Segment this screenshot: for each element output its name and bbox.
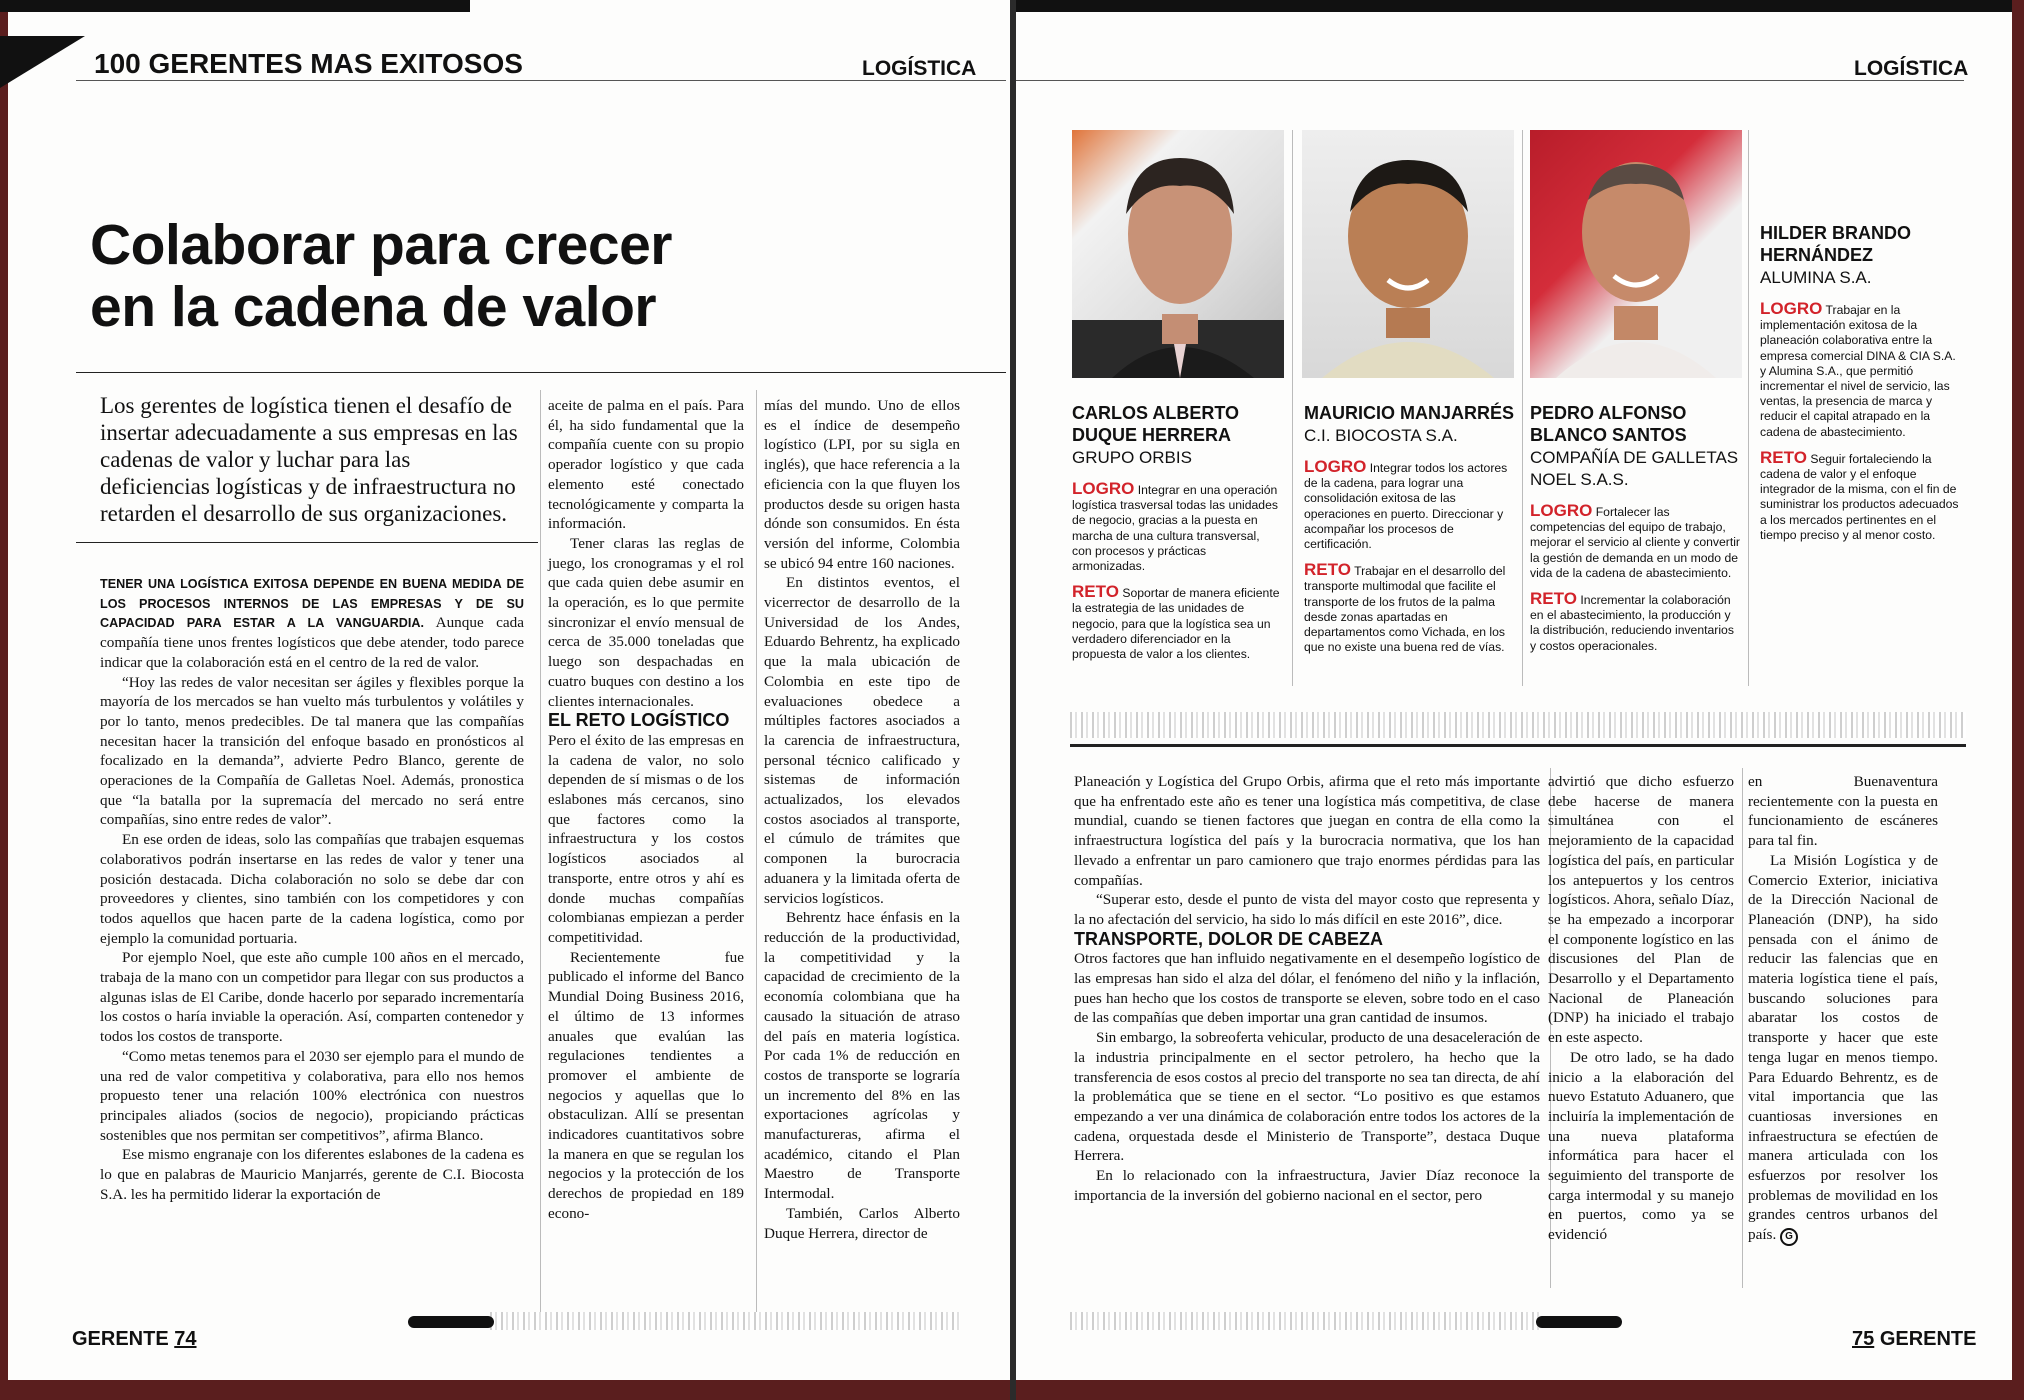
corner-tab <box>0 36 85 88</box>
folio-number: 75 <box>1852 1328 1875 1350</box>
deck-rule <box>76 542 538 543</box>
left-page <box>0 0 1010 1400</box>
paragraph: Sin embargo, la sobreoferta vehicular, producto de una desaceleración de la industria principalmente en el sector petrolero, ha hecho que la transferencia de esos costos al precio del transporte no sea tan directa, de ahí la problemática que se tiene en el sector. “Lo positivo es que estamos empezando a ver una dinámica de colaboración entre todos los actores de la cadena, orquestada desde el Ministerio de Transporte”, destaca Duque Herrera. <box>1074 1029 1541 1165</box>
reto-text: Incrementar la colaboración en el abastecimiento, la producción y la distribución, reduciendo inventarios y costos operacionales. <box>1530 593 1734 653</box>
lead-caps: TENER UNA LOGÍSTICA EXITOSA DEPENDE EN BUENA MEDIDA DE LOS PROCESOS INTERNOS DE LAS EMPRESAS Y DE SU CAPACIDAD PARA ESTAR A LA VANGUARDIA. <box>100 577 524 631</box>
headline-rule <box>76 372 1006 373</box>
paragraph: En ese orden de ideas, solo las compañías que trabajen esquemas colaborativos podrán insertarse en las redes de valor y tener una posición destacada. Dicha colaboración no solo se debe dar con proveedores y clientes, sino también con los competidores y con todos aquellos que hacen parte de la cadena logística, como por ejemplo la comunidad portuaria. <box>100 831 524 947</box>
headline-line-2: en la cadena de valor <box>90 275 657 339</box>
profile-reto <box>1760 447 1960 543</box>
profile-company: ALUMINA S.A. <box>1760 268 1872 287</box>
paragraph: En lo relacionado con la infraestructura, Javier Díaz reconoce la importancia de la inversión del gobierno nacional en el sector, pero <box>1074 1167 1540 1204</box>
profile-name: CARLOS ALBERTO DUQUE HERRERA <box>1072 403 1240 445</box>
lead-paragraph <box>100 574 524 673</box>
paragraph: También, Carlos Alberto Duque Herrera, director de <box>764 1204 960 1242</box>
lead-rest: Aunque cada compañía tiene unos frentes logísticos que debe atender, todo parece indicar que la colaboración está en el centro de la red de valor. <box>100 614 524 671</box>
paragraph: En distintos eventos, el vicerrector de desarrollo de la Universidad de los Andes, Eduardo Behrentz, ha explicado que la mala ubicación de Colombia en este tipo de evaluaciones obedece a múltiples factores asociados a la carencia de infraestructura, personal técnico calificado y sistemas de información actualizados, los elevados costos asociados al transporte, el cúmulo de trámites que componen la burocracia aduanera y la limitada oferta de servicios logísticos. <box>764 574 960 907</box>
profile-divider <box>1292 130 1293 686</box>
section-title: 100 GERENTES MAS EXITOSOS <box>94 48 523 79</box>
profile-logro <box>1304 459 1514 552</box>
left-column-3 <box>764 396 960 1243</box>
section-label: LOGÍSTICA <box>1854 57 1969 80</box>
profile-card <box>1530 402 1740 654</box>
page-edge-bottom <box>1016 1380 2024 1400</box>
headline <box>90 214 672 338</box>
column-divider <box>540 390 541 1320</box>
header-rule <box>76 80 1006 81</box>
profile-company: COMPAÑÍA DE GALLETAS NOEL S.A.S. <box>1530 448 1739 489</box>
portrait-pedro <box>1530 130 1742 378</box>
logro-label: LOGRO <box>1072 479 1135 498</box>
profile-reto <box>1304 562 1514 655</box>
logro-label: LOGRO <box>1760 299 1823 318</box>
footer-bar <box>1536 1316 1622 1328</box>
reto-label: RETO <box>1072 582 1119 602</box>
end-mark-icon: G <box>1780 1228 1798 1246</box>
column-divider <box>1742 768 1743 1288</box>
deck: Los gerentes de logística tienen el desafío de insertar adecuadamente a sus empresas en las cadenas de valor y luchar para las deficiencias logísticas y de infraestructura no retarden el desarrollo de sus organizaciones. <box>100 393 518 526</box>
paragraph: Tener claras las reglas de juego, los cronogramas y el rol que cada quien debe asumir en la operación, es lo que permite sincronizar el envío mensual de cerca de 35.000 toneladas que luego son despachadas en cuatro buques con destino a los clientes internacionales. <box>548 534 744 710</box>
portrait-carlos <box>1072 130 1284 378</box>
left-column-1 <box>100 574 524 1205</box>
profile-card <box>1072 402 1282 662</box>
paragraph: aceite de palma en el país. Para él, ha sido fundamental que la compañía cuente con su propio operador logístico y que cada elemento esté conectado tecnológicamente y comparta la información. <box>548 397 744 533</box>
folio-number: 74 <box>174 1328 197 1350</box>
profile-card <box>1304 402 1514 655</box>
paragraph: Por ejemplo Noel, que este año cumple 100 años en el mercado, trabaja de la mano con un competidor para llegar con sus productos a algunas islas de El Caribe, donde hacerlo por separado incrementaría los costos o haría inviable la operación. Así, comparten contenedor y todos los costos de transporte. <box>100 949 524 1046</box>
profile-card <box>1760 222 1960 543</box>
profile-logro <box>1072 481 1282 574</box>
folio <box>72 1328 197 1351</box>
logro-label: LOGRO <box>1530 501 1593 520</box>
paragraph: “Superar esto, desde el punto de vista del mayor costo que representa y la no afectación del servicio, ha sido lo más difícil en este 2016”, dice. <box>1074 891 1540 928</box>
paragraph: Pero el éxito de las empresas en la cadena de valor, no solo dependen de sí mismas o de los eslabones más cercanos, sino que factores como la infraestructura y los costos logísticos asociados al transporte, entre otros y ahí es donde muchas compañías colombianas empiezan a perder competitividad. <box>548 731 744 946</box>
footer-texture <box>490 1312 960 1330</box>
divider-texture <box>1070 712 1966 738</box>
reto-label: RETO <box>1304 560 1351 580</box>
reto-text: Soportar de manera eficiente la estrategia de las unidades de negocio, para que la logística sea un verdadero diferenciador en la propuesta de valor a los clientes. <box>1072 586 1280 662</box>
profile-logro <box>1760 301 1960 440</box>
profile-logro <box>1530 503 1740 581</box>
profile-company: GRUPO ORBIS <box>1072 448 1192 467</box>
profile-company: C.I. BIOCOSTA S.A. <box>1304 426 1458 445</box>
reto-text: Trabajar en el desarrollo del transporte multimodal que facilite el transporte de los frutos de la palma desde zonas apartadas en departamentos como Vichada, en los que no existe una buena red de vías. <box>1304 564 1506 655</box>
portrait-mauricio <box>1302 130 1514 378</box>
folio <box>1852 1328 1977 1351</box>
paragraph: “Como metas tenemos para el 2030 ser ejemplo para el mundo de una red de valor competitiva y colaborativa, para ello nos hemos propuesto tener una relación 100% electrónica con nuestros principales aliados (socios de negocio), propiciando prácticas sostenibles que nos permitan ser competitivos”, afirma Blanco. <box>100 1047 524 1144</box>
reto-label: RETO <box>1760 447 1807 467</box>
portrait-photo <box>1302 130 1514 378</box>
logro-text: Integrar en una operación logística trasversal todas las unidades de negocio, gracias a la puesta en marcha de una cultura transversal, con procesos y prácticas armonizadas. <box>1072 483 1278 574</box>
paragraph: en Buenaventura recientemente con la puesta en funcionamiento de escáneres para tal fin. <box>1748 773 1938 850</box>
folio-brand: GERENTE <box>1879 1328 1977 1350</box>
header-rule <box>1016 80 1964 81</box>
logro-text: Trabajar en la implementación exitosa de la planeación colaborativa entre la empresa comercial DINA & CIA S.A. y Alumina S.A., que permitió incrementar el nivel de servicio, las ventas, la presencia de marca y reducir el capital atrapado en la cadena de abastecimiento. <box>1760 303 1956 439</box>
profile-divider <box>1748 130 1749 686</box>
paragraph: Recientemente fue publicado el informe del Banco Mundial Doing Business 2016, el último de 13 informes anuales que evalúan las regulaciones tendientes a promover el ambiente de negocios y aquellas que lo obstaculizan. Allí se presentan indicadores cuantitativos sobre la manera en que se regulan los negocios y la protección de los derechos de propiedad en 189 econo- <box>548 948 744 1222</box>
reto-label: RETO <box>1530 589 1577 609</box>
paragraph <box>1748 851 1938 1246</box>
headline-line-1: Colaborar para crecer <box>90 213 672 277</box>
right-column-2 <box>1548 772 1734 1245</box>
right-page <box>1016 0 2024 1400</box>
paragraph: mías del mundo. Uno de ellos es el índice de desempeño logístico (LPI, por su sigla en inglés), que hace referencia a la eficiencia con la que fluyen los productos desde su origen hasta dónde son consumidos. En ésta versión del informe, Colombia se ubicó 94 entre 160 naciones. <box>764 397 960 572</box>
profile-reto <box>1530 591 1740 654</box>
paragraph: Ese mismo engranaje con los diferentes eslabones de la cadena es lo que en palabras de Mauricio Manjarrés, gerente de C.I. Biocosta S.A. les ha permitido liderar la exportación de <box>100 1146 524 1203</box>
right-column-1 <box>1074 772 1540 1205</box>
top-rule <box>0 0 470 12</box>
top-rule <box>1016 0 2014 12</box>
paragraph: Otros factores que han influido negativamente en el desempeño logístico de las empresas han sido el alza del dólar, el fenómeno del niño y la inflación, pues han hecho que los costos de transporte se eleven, sobre todo en el caso de las compañías que deben importar una gran cantidad de insumos. <box>1074 950 1540 1027</box>
folio-brand: GERENTE <box>72 1328 169 1350</box>
paragraph: Planeación y Logística del Grupo Orbis, afirma que el reto más importante que ha enfrentado este año es tener una logística más competitiva, de clase mundial, cuando se tienen factores que juegan en contra de ella como la infraestructura logística del país y la burocracia normativa, que los han llevado a enfrentar un paro camionero que trajo enormes pérdidas para las compañías. <box>1074 773 1540 889</box>
paragraph: De otro lado, se ha dado inicio a la elaboración del nuevo Estatuto Aduanero, que incluiría la implementación de una nueva plataforma informática para hacer el seguimiento del transporte de carga intermodal y su manejo en puertos, como ya se evidenció <box>1548 1048 1734 1244</box>
right-column-3 <box>1748 772 1938 1246</box>
left-column-2 <box>548 396 744 1224</box>
profiles-rule <box>1070 744 1966 747</box>
section-label: LOGÍSTICA <box>862 57 977 80</box>
paragraph-text: La Misión Logística y de Comercio Exterior, iniciativa de la Dirección Nacional de Planeación (DNP), ha sido pensada con el ánimo de reducir las falencias que en materia logística tiene el país, buscando soluciones para abaratar los costos de transporte y hacer que este tenga lugar en menos tiempo. Para Eduardo Behrentz, es de vital importancia que las cuantiosas inversiones en infraestructura se efectúen de manera articulada con los esfuerzos por resolver los problemas de movilidad en los grandes centros urbanos del país. <box>1748 851 1938 1244</box>
footer-texture <box>1070 1312 1540 1330</box>
logro-text: Integrar todos los actores de la cadena, para lograr una consolidación exitosa de las operaciones en puerto. Direccionar y acompañar los procesos de certificación. <box>1304 461 1508 552</box>
profile-name: MAURICIO MANJARRÉS <box>1304 403 1515 423</box>
page-edge-right <box>2012 0 2024 1400</box>
paragraph: Behrentz hace énfasis en la reducción de la productividad, la competitividad y la capacidad de crecimiento de la economía colombiana que ha causado la situación de atraso del país en materia logística. Por cada 1% de reducción en costos de transporte se lograría un incremento del 8% en las exportaciones agrícolas y manufactureras, afirma el académico, citando el Plan Maestro de Transporte Intermodal. <box>764 909 960 1203</box>
footer-bar <box>408 1316 494 1328</box>
logro-text: Fortalecer las competencias del equipo de trabajo, mejorar el servicio al cliente y convertir la gestión de demanda en un modo de vida de la cadena de abastecimiento. <box>1530 505 1740 580</box>
column-divider <box>756 390 757 1320</box>
paragraph: “Hoy las redes de valor necesitan ser ágiles y flexibles porque la mayoría de los mercados se han vuelto más turbulentos y volátiles y por lo tanto, menos predecibles. De tal manera que las compañías necesitan hacer la transición del enfoque basado en pronósticos al focalizado en la demanda”, advierte Pedro Blanco, gerente de operaciones de la Compañía de Galletas Noel. Además, pronostica que “la batalla por la supremacía del mercado no será entre compañías, sino entre redes de valor”. <box>100 673 524 829</box>
page-edge-bottom <box>0 1380 1010 1400</box>
subhead: EL RETO LOGÍSTICO <box>548 710 730 731</box>
logro-label: LOGRO <box>1304 457 1367 476</box>
subhead: TRANSPORTE, DOLOR DE CABEZA <box>1074 928 1384 949</box>
reto-text: Seguir fortaleciendo la cadena de valor y el enfoque integrador de la misma, con el fin de suministrar los productos adecuados a los mercados pertinentes en el tiempo preciso y al menor costo. <box>1760 451 1959 542</box>
paragraph: advirtió que dicho esfuerzo debe hacerse de manera simultánea con el mejoramiento de la capacidad logística del país, en particular los antepuertos y los centros logísticos. Ahora, señalo Díaz, se ha empezado a incorporar el componente logístico en las discusiones del Plan de Desarrollo y el Departamento Nacional de Planeación (DNP) ha iniciado el trabajo en este aspecto. <box>1548 773 1734 1047</box>
page-edge-left <box>0 0 8 1400</box>
profile-name: HILDER BRANDO HERNÁNDEZ <box>1760 223 1911 265</box>
portrait-photo <box>1530 130 1742 378</box>
profile-reto <box>1072 584 1282 662</box>
profile-name: PEDRO ALFONSO BLANCO SANTOS <box>1530 403 1687 445</box>
portrait-photo <box>1072 130 1284 378</box>
profile-divider <box>1522 130 1523 686</box>
